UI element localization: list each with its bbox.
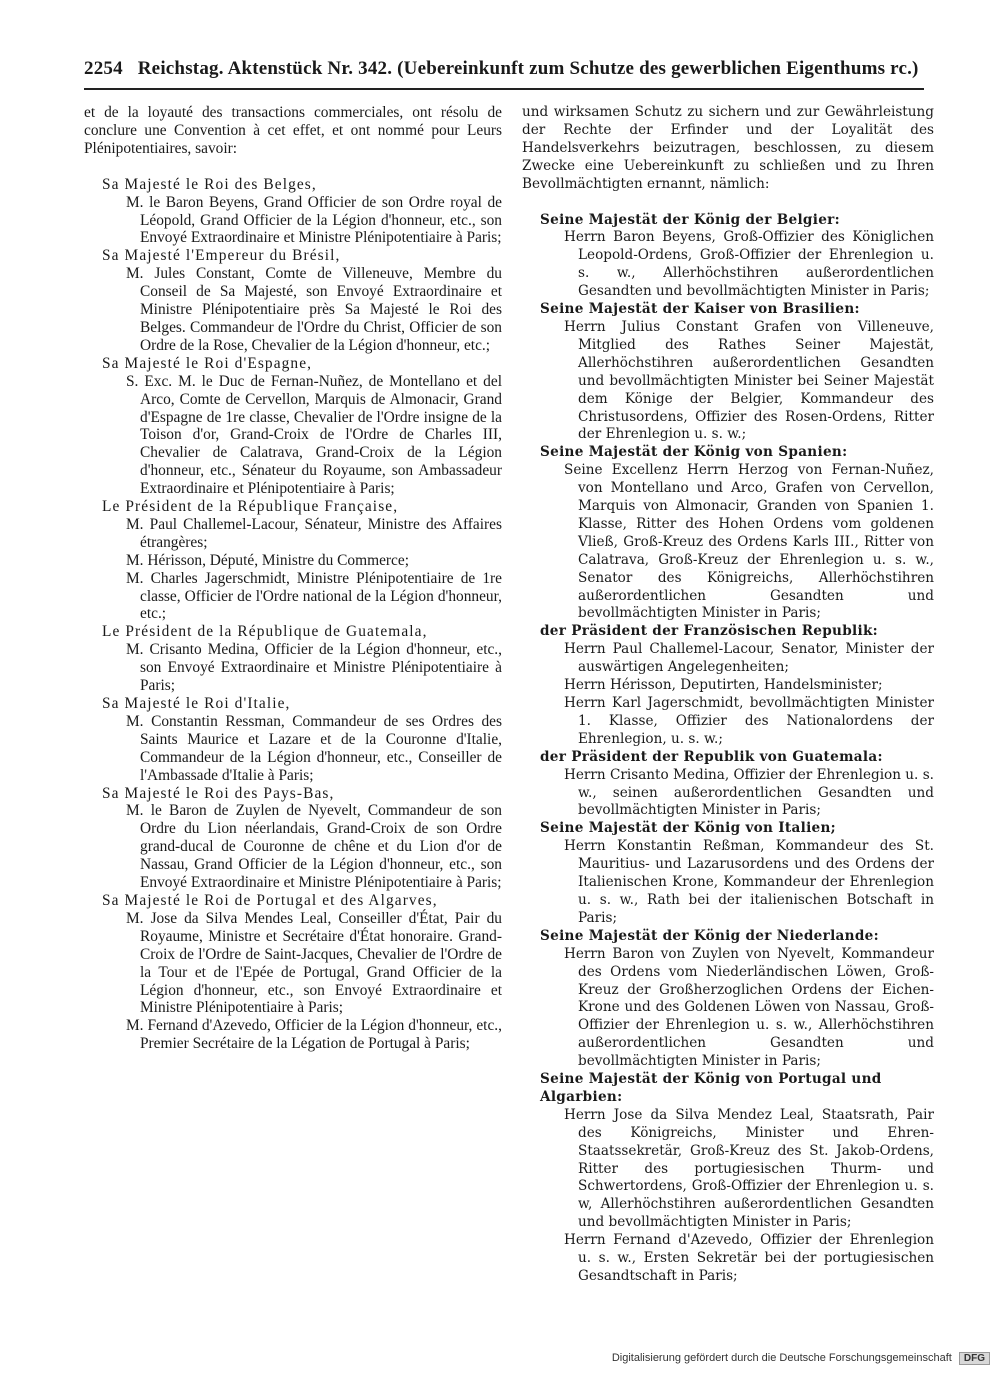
plenipotentiary: M. Hérisson, Député, Ministre du Commerce; xyxy=(126,551,409,569)
plenipotentiary: Herrn Fernand d'Azevedo, Offizier der Ehrenlegion u. s. w., Ersten Sekretär bei der portugiesischen Gesandtschaft in Paris; xyxy=(564,1232,934,1284)
plenipotentiary: M. Charles Jagerschmidt, Ministre Plénipotentiaire de 1re classe, Officier de l'Ordre national de la Légion d'honneur, etc.; xyxy=(126,569,502,623)
plenipotentiary: Herrn Crisanto Medina, Offizier der Ehrenlegion u. s. w., seinen außerordentlichen Gesandten und bevollmächtigten Minister in Paris; xyxy=(564,766,934,819)
plenipotentiary: M. Jules Constant, Comte de Villeneuve, Membre du Conseil de Sa Majesté, son Envoyé Extraordinaire et Ministre Plénipotentiaire près Sa Majesté le Roi des Belges. Commandeur de l'Ordre du Christ, Officier de son Ordre de la Rose, Chevalier de la Légion d'honneur, etc.; xyxy=(126,265,502,354)
plenipotentiary: M. Crisanto Medina, Officier de la Légion d'honneur, etc., son Envoyé Extraordinaire et Ministre Plénipotentiaire à Paris; xyxy=(126,641,502,695)
plenipotentiary: M. Paul Challemel-Lacour, Sénateur, Ministre des Affaires étrangères; xyxy=(126,515,502,551)
spacer xyxy=(522,194,934,212)
digitization-credit xyxy=(612,1352,990,1365)
sovereign-heading: Sa Majesté le Roi de Portugal et des Algarves, xyxy=(102,891,438,909)
plenipotentiary: Herrn Konstantin Reßman, Kommandeur des St. Mauritius- und Lazarusordens und des Ordens der Italienischen Krone, Kommandeur der Ehrenlegion u. s. w., Rath bei der italienischen Botschaft in Paris; xyxy=(564,838,934,926)
plenipotentiary: S. Exc. M. le Duc de Fernan-Nuñez, de Montellano et del Arco, Comte de Cervellon, Marquis de Almonacir, Grand d'Espagne de 1re classe, Chevalier de l'Ordre insigne de la Toison d'or, Grand-Croix de l'Ordre de Charles III, Chevalier de Calatrava, Grand-Croix de la Légion d'honneur, etc., Sénateur du Royaume, son Ambassadeur Extraordinaire et Plénipotentiaire à Paris; xyxy=(126,372,502,498)
plenipotentiary: Seine Excellenz Herrn Herzog von Fernan-Nuñez, von Montellano und Arco, Grafen von Cervellon, Marquis von Almonacir, Granden von Spanien 1. Klasse, Ritter des Hohen Ordens vom goldenen Vließ, Groß-Kreuz des Ordens Karls III., Ritter von Calatrava, Groß-Kreuz der Ehrenlegion u. s. w., Senator des Königreichs, Allerhöchstihren außerordentlichen Gesandten und bevollmächtigten Minister in Paris; xyxy=(564,462,934,622)
page-number: 2254 xyxy=(84,58,123,79)
sovereign-heading: Sa Majesté le Roi d'Italie, xyxy=(102,695,291,712)
plenipotentiary: Herrn Paul Challemel-Lacour, Senator, Minister der auswärtigen Angelegenheiten; xyxy=(564,641,934,676)
plenipotentiary: M. le Baron de Zuylen de Nyevelt, Commandeur de son Ordre du Lion néerlandais, Grand-Croix de son Ordre grand-ducal de Couronne de chêne et du Lion d'or de Nassau, Grand Officier de la Légion d'honneur, etc., son Envoyé Extraordinaire et Ministre Plénipotentiaire à Paris; xyxy=(126,802,502,892)
plenipotentiary: Herrn Karl Jagerschmidt, bevollmächtigten Minister 1. Klasse, Offizier des Nationalordens der Ehrenlegion, u. s. w.; xyxy=(564,695,934,747)
running-title: Reichstag. Aktenstück Nr. 342. (Uebereinkunft zum Schutze des gewerblichen Eigenthums rc.) xyxy=(137,58,919,79)
sovereign-heading: Seine Majestät der König von Italien; xyxy=(540,820,836,837)
dfg-logo: DFG xyxy=(959,1352,990,1365)
sovereign-heading: Seine Majestät der König von Spanien: xyxy=(540,444,848,461)
german-column xyxy=(522,104,934,1286)
plenipotentiary: Herrn Hérisson, Deputirten, Handelsminister; xyxy=(564,677,883,694)
german-intro: und wirksamen Schutz zu sichern und zur Gewährleistung der Rechte der Erfinder und der Loyalität des Handelsverkehrs beizutragen, beschlossen, zu diesem Zwecke eine Uebereinkunft zu schließen und zu Ihren Bevollmächtigten ernannt, nämlich: xyxy=(522,104,934,192)
sovereign-heading: Sa Majesté le Roi des Belges, xyxy=(102,175,317,193)
plenipotentiary: Herrn Julius Constant Grafen von Villeneuve, Mitglied des Rathes Seiner Majestät, Allerhöchstihren außerordentlichen Gesandten und bevollmächtigten Minister bei Seiner Majestät dem Könige der Belgier, Kommandeur des Christusordens, Offizier des Rosen-Ordens, Ritter der Ehrenlegion u. s. w.; xyxy=(564,318,934,443)
sovereign-heading: der Präsident der Französischen Republik: xyxy=(540,623,879,640)
sovereign-heading: Seine Majestät der König von Portugal und Algarbien: xyxy=(540,1071,882,1105)
header-rule xyxy=(84,88,924,90)
sovereign-heading: Seine Majestät der Kaiser von Brasilien: xyxy=(540,301,860,318)
sovereign-heading: Sa Majesté l'Empereur du Brésil, xyxy=(102,247,341,265)
plenipotentiary: M. le Baron Beyens, Grand Officier de son Ordre royal de Léopold, Grand Officier de la Légion d'honneur, etc., son Envoyé Extraordinaire et Ministre Plénipotentiaire à Paris; xyxy=(126,193,502,247)
french-column xyxy=(84,104,502,1053)
sovereign-heading: der Präsident der Republik von Guatemala: xyxy=(540,748,883,765)
french-intro: et de la loyauté des transactions commerciales, ont résolu de conclure une Convention à cet effet, et ont nommé pour Leurs Plénipotentiaires, savoir: xyxy=(84,104,502,157)
plenipotentiary: Herrn Jose da Silva Mendez Leal, Staatsrath, Pair des Königreichs, Minister und Ehren-Staatssekretär, Groß-Kreuz des St. Jakob-Ordens, Ritter des portugiesischen Thurm- und Schwertordens, Groß-Offizier der Ehrenlegion u. s. w, Allerhöchstihren außerordentlichen Gesandten und bevollmächtigten Minister in Paris; xyxy=(564,1106,934,1231)
spacer xyxy=(84,158,502,176)
credit-text: Digitalisierung gefördert durch die Deutsche Forschungsgemeinschaft xyxy=(611,1352,952,1364)
plenipotentiary: M. Fernand d'Azevedo, Officier de la Légion d'honneur, etc., Premier Secrétaire de la Légation de Portugal à Paris; xyxy=(126,1017,502,1053)
plenipotentiary: M. Jose da Silva Mendes Leal, Conseiller d'État, Pair du Royaume, Ministre et Secrétaire d'État honoraire. Grand-Croix de l'Ordre de Saint-Jacques, Chevalier de l'Ordre de la Tour et de l'Epée de Portugal, Grand Officier de la Légion d'honneur, etc., son Envoyé Extraordinaire et Ministre Plénipotentiaire à Paris; xyxy=(126,909,502,1017)
sovereign-heading: Le Président de la République Française, xyxy=(102,498,399,516)
sovereign-heading: Sa Majesté le Roi d'Espagne, xyxy=(102,354,313,372)
page-header xyxy=(84,58,924,86)
sovereign-heading: Seine Majestät der König der Niederlande: xyxy=(540,927,879,944)
sovereign-heading: Seine Majestät der König der Belgier: xyxy=(540,211,840,228)
plenipotentiary: M. Constantin Ressman, Commandeur de ses Ordres des Saints Maurice et Lazare et de la Couronne d'Italie, Commandeur de la Légion d'honneur, etc., Conseiller de l'Ambassade d'Italie à Paris; xyxy=(126,712,502,784)
sovereign-heading: Le Président de la République de Guatemala, xyxy=(102,623,428,641)
plenipotentiary: Herrn Baron Beyens, Groß-Offizier des Königlichen Leopold-Ordens, Groß-Offizier der Ehrenlegion u. s. w., Allerhöchstihren außerordentlichen Gesandten und bevollmächtigten Minister in Paris; xyxy=(564,229,934,300)
sovereign-heading: Sa Majesté le Roi des Pays-Bas, xyxy=(102,784,335,802)
plenipotentiary: Herrn Baron von Zuylen von Nyevelt, Kommandeur des Ordens vom Niederländischen Löwen, Groß-Kreuz der Großherzoglichen Ordens der Eichen-Krone und des Goldenen Löwen von Nassau, Groß-Offizier der Ehrenlegion u. s. w., Allerhöchstihren außerordentlichen Gesandten und bevollmächtigten Minister in Paris; xyxy=(564,945,934,1070)
